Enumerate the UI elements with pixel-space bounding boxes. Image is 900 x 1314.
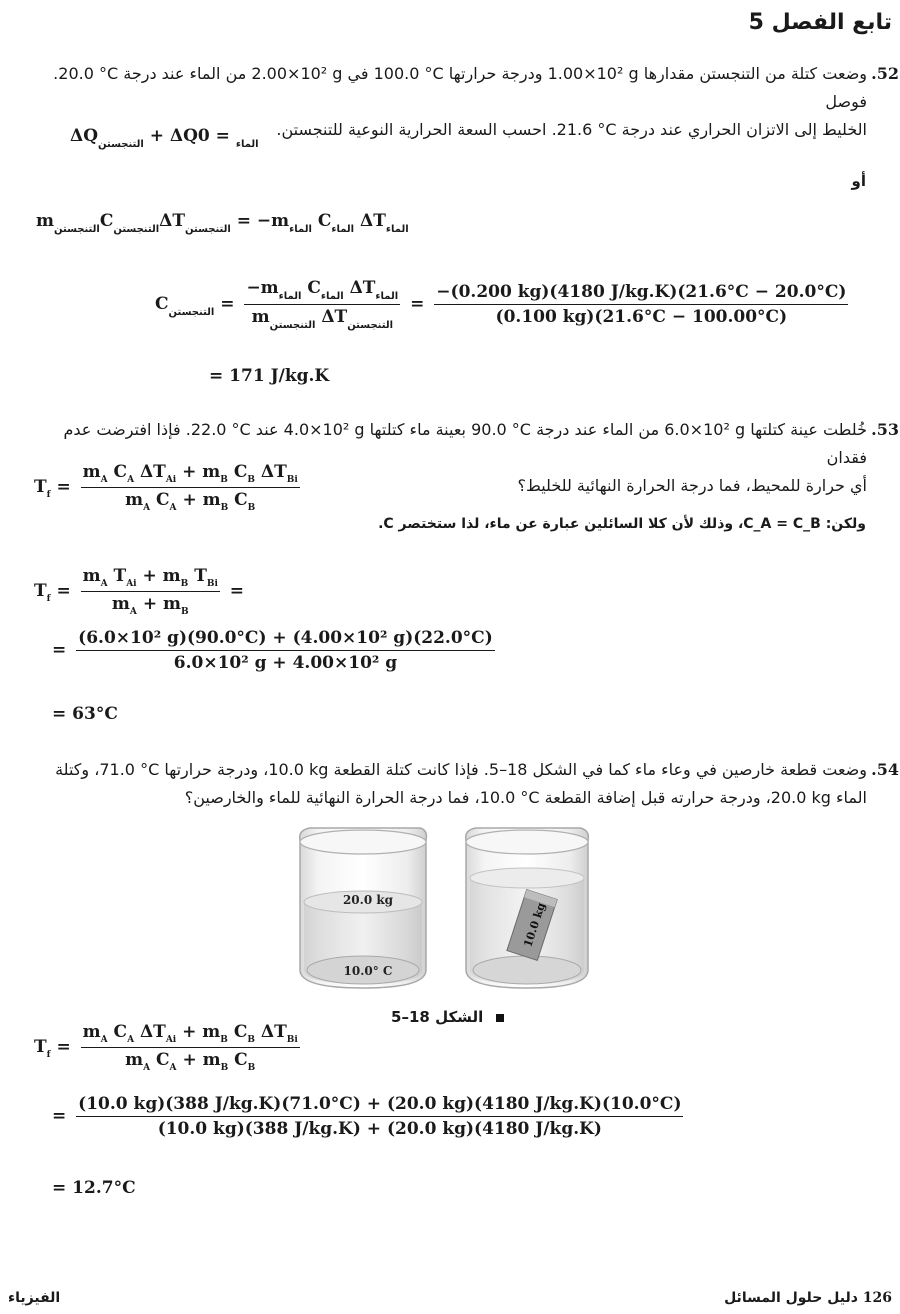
figure-18-5-beakers (290, 820, 600, 1000)
problem-53-line2: أي حرارة للمحيط، فما درجة الحرارة النهائية للخليط؟ (517, 476, 867, 495)
eq54-general: $T_f$ = $\frac{m_A C_A \Delta T_{Ai} + m_B C_B \Delta T_{Bi}}{m_A C_A + m_B C_B}$ (34, 1022, 298, 1073)
problem-52-line1-text: وضعت كتلة من التنجستن مقدارها ‎1.00×10² g‎ ودرجة حرارتها ‎100.0 °C‎ في ‎2.00×10² g‎ من الماء عند درجة ‎20.0 °C‎. فوصل (53, 64, 867, 111)
problem-54-number: 54. (871, 760, 899, 779)
figure-block-mass-label: 10.0 kg (521, 901, 548, 949)
eq52-result: = 171 J/kg.K (209, 366, 330, 386)
eq52-symbolic-fraction: $\frac{-m_{الماء} C_{الماء} \Delta T_{الماء}}{m_{التنجستن} \Delta T_{التنجستن}}$ (246, 278, 399, 331)
eq53-numerator: (6.0×10² g)(90.0°C) + (4.00×10² g)(22.0°C) (76, 628, 495, 651)
problem-54-line2: الماء ‎20.0 kg‎، ودرجة حرارته قبل إضافة القطعة ‎10.0 °C‎، فما درجة الحرارة النهائية للماء والخارصين؟ (184, 788, 867, 807)
or-label: أو (851, 172, 866, 190)
problem-53-line1-text: خُلطت عينة كتلتها ‎6.0×10² g‎ من الماء عند درجة ‎90.0 °C‎ بعينة ماء كتلتها ‎4.0×10² g‎ عند ‎22.0 °C‎. فإذا افترضت عدم فقدان (63, 420, 867, 467)
problem-53-note: ولكن: ‎C_A = C_B‎، وذلك لأن كلا السائلين عبارة عن ماء، لذا ستختصر C. (378, 516, 866, 532)
sub-tungsten: التنجستن (98, 139, 144, 150)
figure-caption (391, 1008, 504, 1026)
eq54-denominator: (10.0 kg)(388 J/kg.K) + (20.0 kg)(4180 J/kg.K) (157, 1119, 602, 1139)
eq53-result: = 63°C (52, 704, 118, 724)
figure-water-mass-label: 20.0 kg (342, 893, 394, 907)
eq54-result: = 12.7°C (52, 1178, 136, 1198)
problem-52-line1 (27, 60, 899, 116)
figure-caption-text: الشكل 18–5 (391, 1008, 484, 1026)
problem-53-number: 53. (871, 420, 899, 439)
book-label: دليل حلول المسائل (724, 1290, 858, 1306)
eq54-numerator: (10.0 kg)(388 J/kg.K)(71.0°C) + (20.0 kg)(4180 J/kg.K)(10.0°C) (76, 1094, 683, 1117)
problem-54-text (27, 756, 899, 812)
problem-54-line1 (27, 756, 899, 784)
eq52-heat-balance: $\Delta Q_{التنجستن} + \Delta Q$ $_{الماء}$ = 0 (70, 126, 259, 150)
eq52-solve-c: $C_{التنجستن}$ = $\frac{-m_{الماء} C_{الماء} \Delta T_{الماء}}{m_{التنجستن} \Delta T_{التنجستن}}$ = $\frac{-(0.200 kg)(4180 J/kg.K)(21.6^\circ C - 20.0^\circ C)}{(0.100 kg)(21.6^\circ C - 100.00^\circ C)}$ (155, 278, 847, 331)
problem-52-line2: الخليط إلى الاتزان الحراري عند درجة ‎21.6 °C‎. احسب السعة الحرارية النوعية للتنجستن. (276, 120, 867, 139)
eq53-simplified: $T_f$ = $\frac{m_A T_{Ai} + m_B T_{Bi}}{m_A + m_B}$ = (34, 566, 245, 617)
problem-54-line1-text: وضعت قطعة خارصين في وعاء ماء كما في الشكل 18–5. فإذا كانت كتلة القطعة ‎10.0 kg‎، ودرجة حرارتها ‎71.0 °C‎، وكتلة (55, 760, 867, 779)
beaker-with-zinc-block (466, 828, 589, 988)
problem-52-number: 52. (871, 64, 899, 83)
page-header-title: تابع الفصل 5 (748, 10, 892, 35)
footer-page-info (724, 1290, 892, 1306)
eq53-general: $T_f$ = $\frac{m_A C_A \Delta T_{Ai} + m_B C_B \Delta T_{Bi}}{m_A C_A + m_B C_B}$ (34, 462, 298, 513)
eq52-denominator: (0.100 kg)(21.6°C − 100.00°C) (495, 307, 788, 327)
figure-water-temp-label: 10.0° C (343, 964, 393, 978)
eq52-numerator: −(0.200 kg)(4180 J/kg.K)(21.6°C − 20.0°C) (434, 282, 848, 305)
eq53-denominator: 6.0×10² g + 4.00×10² g (173, 653, 398, 673)
eq53-substituted: = $\frac{\text{(6.0×10² g)(90.0°C) + (4.00×10² g)(22.0°C)}}{\text{6.0×10² g + 4.00×10² g}}$ (52, 628, 493, 673)
page-number: 126 (862, 1290, 892, 1306)
caption-bullet-icon (496, 1014, 504, 1022)
eq52-expanded: $m_{التنجستن}C_{التنجستن}\Delta T_{التنجستن} = -m_{الماء}$ $C_{الماء}$ $\Delta T_{الماء}$ (36, 211, 409, 235)
eq54-substituted: = (10.0 kg)(388 J/kg.K)(71.0°C) + (20.0 kg)(4180 J/kg.K)(10.0°C) (10.0 kg)(388 J/kg.K) + (20.0 kg)(4180 J/kg.K) (52, 1094, 682, 1139)
footer-subject: الفيزياء (8, 1290, 61, 1306)
eq52-numeric-fraction (434, 282, 848, 327)
sub-water: الماء (235, 139, 259, 150)
